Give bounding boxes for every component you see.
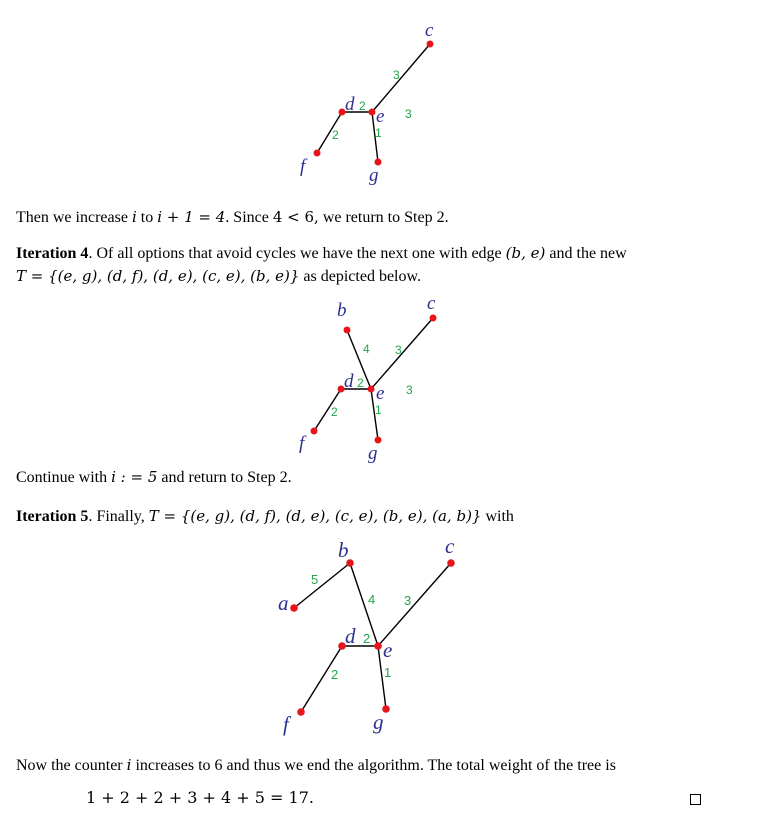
vertex-c — [427, 41, 434, 48]
vertex-label-a: a — [278, 591, 289, 615]
text: Then we increase — [16, 209, 132, 226]
vertex-e — [369, 109, 376, 116]
edge-a-b — [294, 563, 350, 608]
math-i: i — [126, 756, 132, 774]
figure-3-final-tree — [0, 530, 759, 740]
vertex-c — [447, 559, 455, 567]
vertex-b — [344, 327, 351, 334]
weight-label-eg: 1 — [375, 126, 382, 140]
weight-label-be: 4 — [368, 592, 376, 607]
vertex-label-e: e — [383, 638, 393, 662]
figure-2-tree — [0, 290, 759, 465]
text: Continue with — [16, 469, 112, 486]
vertex-label-c: c — [445, 534, 455, 558]
iteration-5-heading: Iteration 5 — [16, 508, 89, 525]
weight-label-de: 2 — [359, 99, 366, 113]
vertex-label-g: g — [373, 710, 384, 734]
paragraph-continue — [16, 466, 739, 489]
weight-label-df: 2 — [331, 405, 338, 419]
vertex-label-d: d — [345, 94, 355, 115]
math-tree-T-final: T = {(e, g), (d, f), (d, e), (c, e), (b, e), (a, b)} — [148, 507, 482, 525]
vertex-label-f: f — [283, 712, 289, 736]
weight-label-be: 4 — [363, 342, 370, 356]
text: with — [481, 508, 514, 525]
weight-label-ab: 5 — [311, 572, 319, 587]
vertex-label-e: e — [376, 106, 385, 127]
vertex-label-f: f — [299, 433, 305, 454]
vertex-label-f: f — [300, 156, 306, 177]
weight-label-de: 2 — [363, 631, 371, 646]
text: . Finally, — [88, 508, 149, 525]
paragraph-conclusion — [16, 754, 739, 777]
text: Now the counter — [16, 757, 127, 774]
math-tree-T: T = {(e, g), (d, f), (d, e), (c, e), (b, e)} — [16, 267, 300, 285]
vertex-label-b: b — [337, 300, 347, 321]
edge-c-e — [372, 44, 430, 112]
vertex-label-d: d — [345, 624, 356, 648]
vertex-f — [314, 150, 321, 157]
paragraph-iteration-3-end — [16, 206, 739, 229]
weight-label-eg: 1 — [375, 403, 382, 417]
edge-c-e — [371, 318, 433, 389]
figure-1-tree — [0, 0, 759, 195]
math-i: i — [131, 208, 137, 226]
weight-label-de: 2 — [357, 376, 364, 390]
weight-label-eg: 1 — [384, 665, 392, 680]
weight-label-extra: 3 — [405, 107, 412, 121]
vertex-label-c: c — [427, 293, 436, 314]
math-edge-be: (b, e) — [505, 244, 546, 262]
weight-label-df: 2 — [331, 667, 339, 682]
paragraph-iteration-5 — [16, 505, 739, 528]
iteration-4-heading: Iteration 4 — [16, 245, 89, 262]
vertex-a — [290, 604, 298, 612]
text: we return to Step 2. — [318, 209, 449, 226]
vertex-f — [311, 428, 318, 435]
text: . Since — [225, 209, 273, 226]
text: to — [136, 209, 158, 226]
qed-square-icon — [690, 794, 701, 805]
vertex-f — [297, 708, 305, 716]
text: and return to Step 2. — [157, 469, 292, 486]
vertex-label-b: b — [338, 538, 349, 562]
weight-label-ce: 3 — [395, 343, 402, 357]
math-expr: i + 1 = 4 — [157, 208, 226, 226]
total-weight-formula: 1 + 2 + 2 + 3 + 4 + 5 = 17. — [86, 788, 314, 807]
vertex-c — [430, 315, 437, 322]
weight-label-extra: 3 — [406, 383, 413, 397]
vertex-label-d: d — [344, 371, 354, 392]
vertex-label-c: c — [425, 20, 434, 41]
weight-label-ce: 3 — [393, 68, 400, 82]
math-compare: 4 < 6, — [272, 208, 319, 226]
vertex-label-g: g — [368, 443, 378, 464]
edge-c-e — [378, 563, 451, 646]
text: and the new — [545, 245, 627, 262]
weight-label-df: 2 — [332, 128, 339, 142]
text: . Of all options that avoid cycles we have the next one with edge — [88, 245, 506, 262]
text: increases to 6 and thus we end the algorithm. The total weight of the tree is — [131, 757, 616, 774]
vertex-label-e: e — [376, 383, 385, 404]
vertex-label-g: g — [369, 165, 379, 186]
math-assign: i : = 5 — [111, 468, 158, 486]
vertex-e — [368, 386, 375, 393]
text: as depicted below. — [299, 268, 422, 285]
weight-label-ce: 3 — [404, 593, 412, 608]
paragraph-iteration-4 — [16, 242, 739, 288]
vertex-e — [374, 642, 382, 650]
